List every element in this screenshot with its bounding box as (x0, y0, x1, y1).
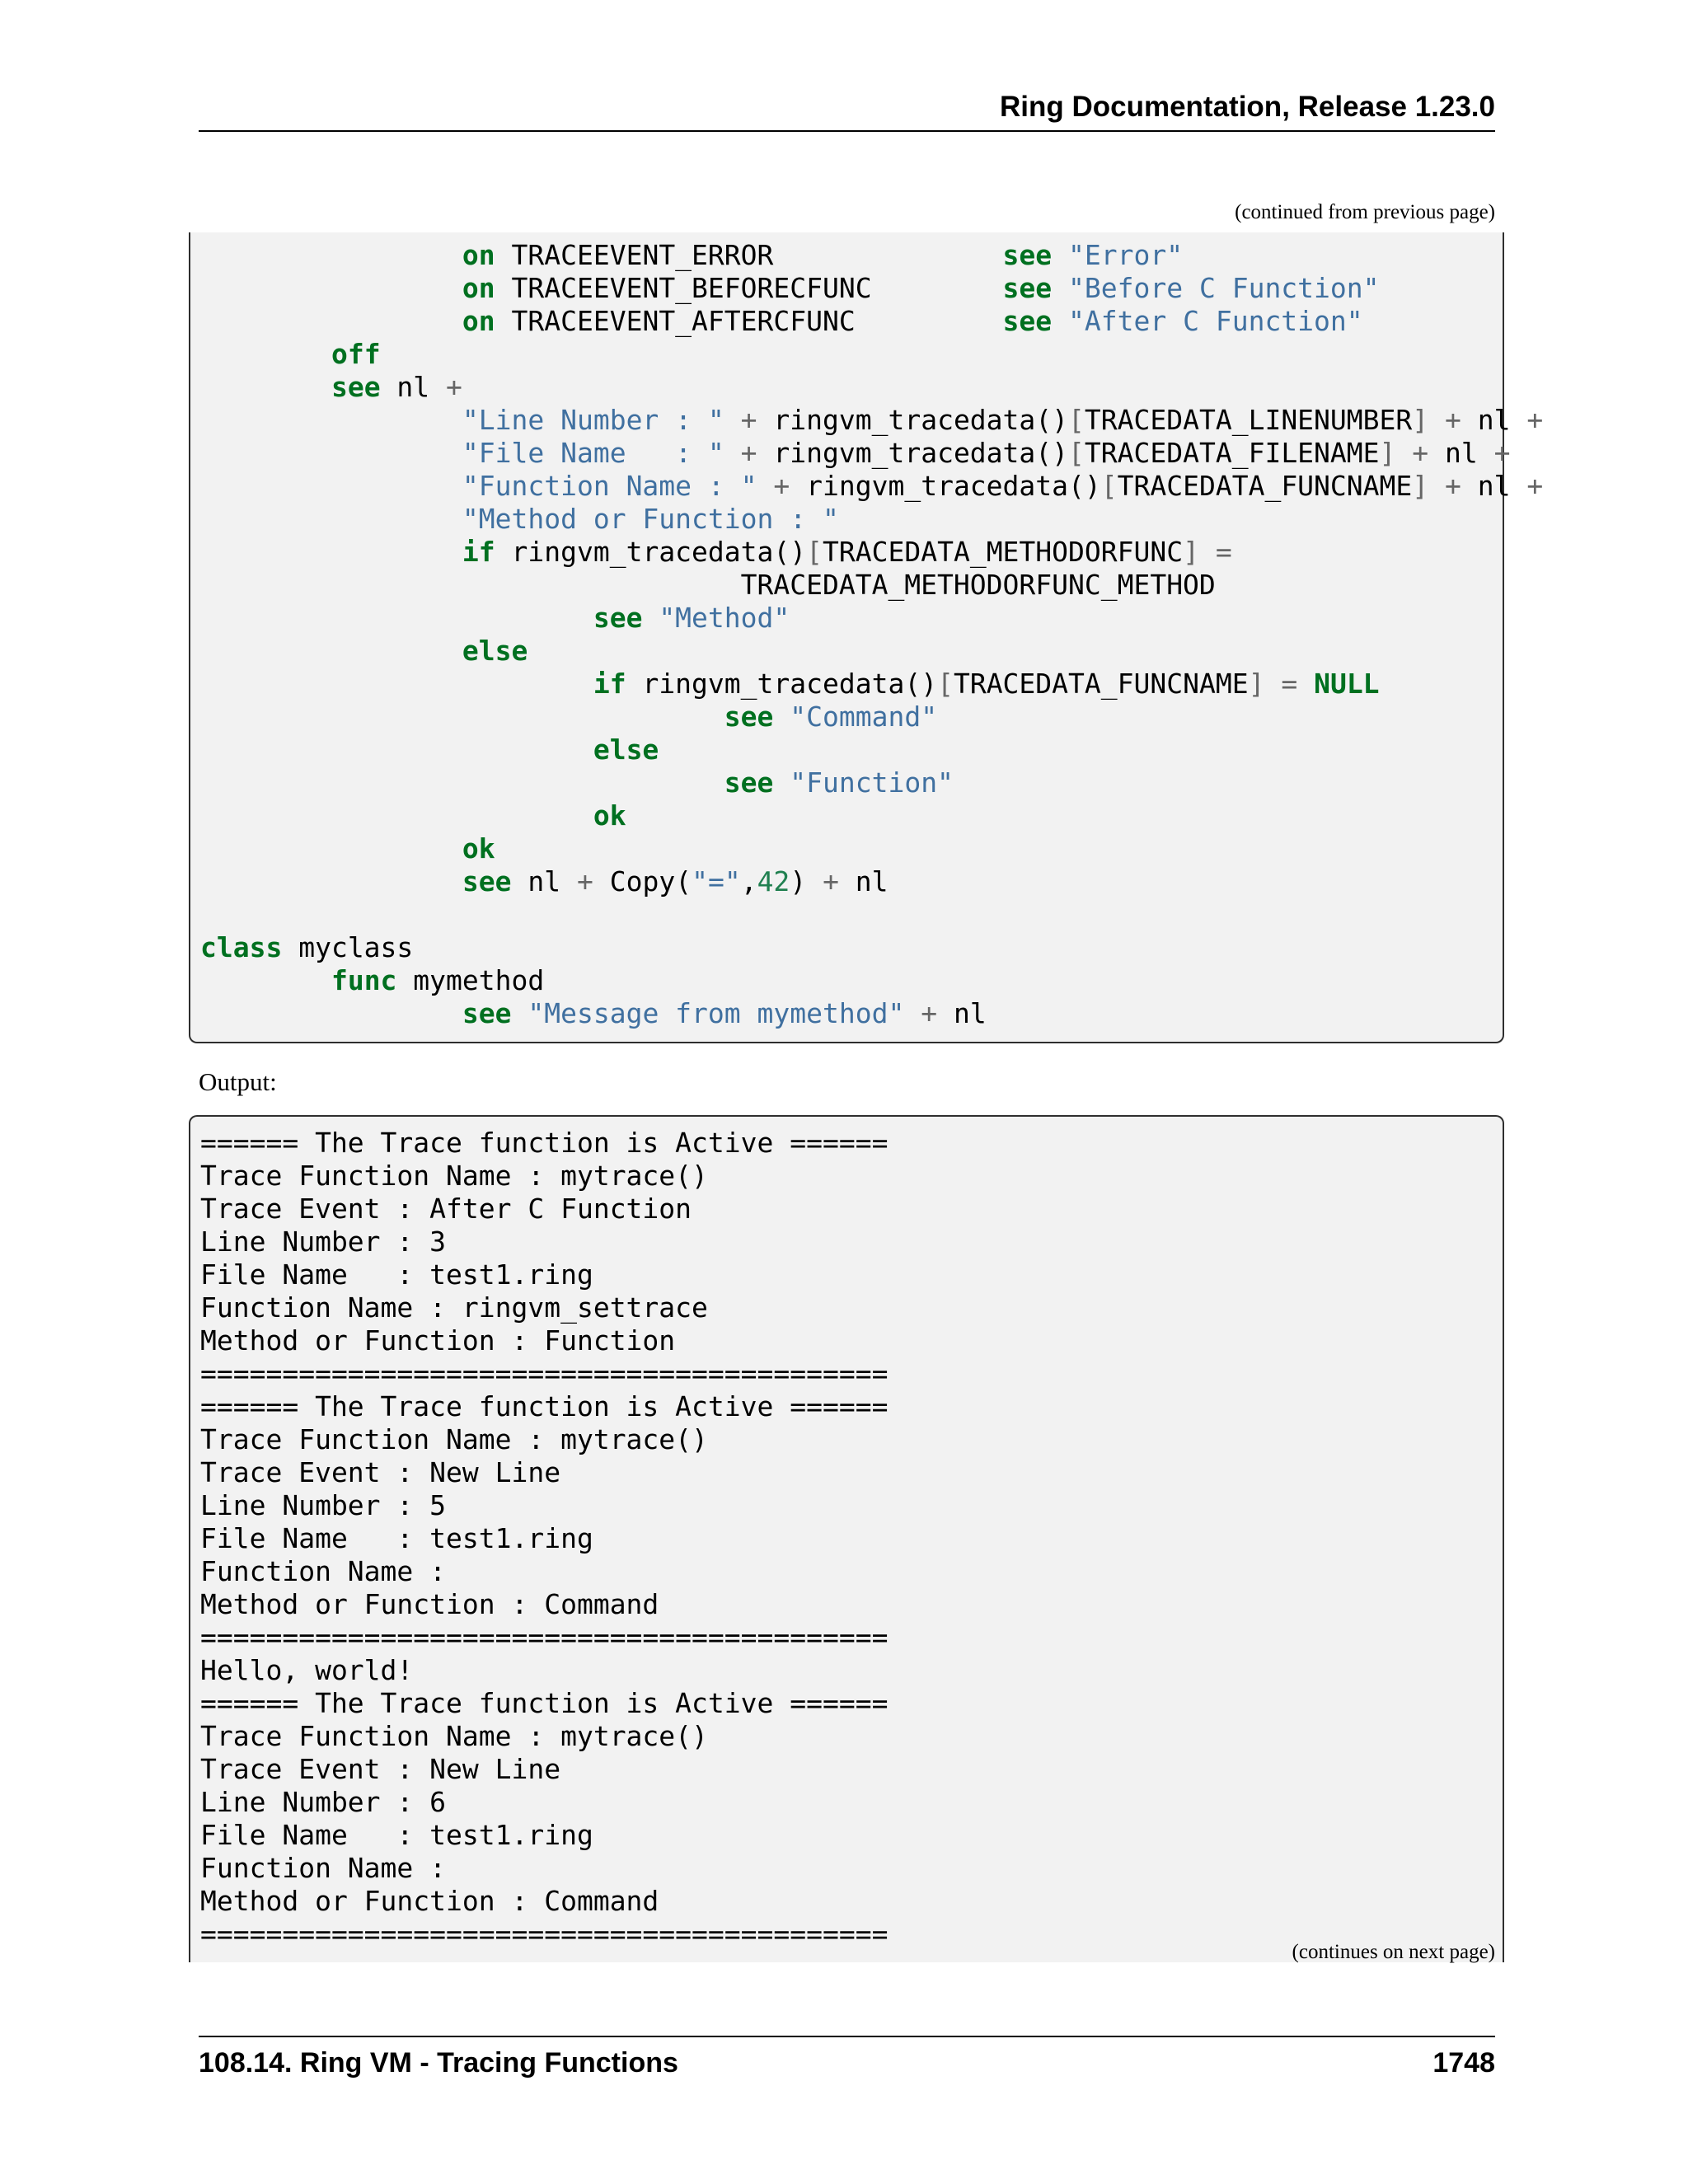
code-line (200, 997, 1494, 1030)
code-token: nl (838, 865, 889, 898)
code-token (757, 470, 774, 502)
code-token (200, 272, 462, 304)
code-token (1052, 239, 1068, 271)
code-token: "Command" (790, 701, 938, 733)
code-token: [ (1100, 470, 1118, 502)
output-line: Function Name : (200, 1852, 447, 1884)
code-token: + (446, 371, 462, 403)
code-token: ] (1379, 437, 1396, 469)
output-line: ====== The Trace function is Active ====== (200, 1687, 889, 1719)
code-token: on (462, 272, 495, 304)
code-token: nl (937, 997, 987, 1029)
code-token: ] (1412, 470, 1429, 502)
code-token: nl (1428, 437, 1494, 469)
code-token (642, 602, 659, 634)
code-token: ringvm_tracedata() (495, 536, 807, 568)
code-token: see (1002, 239, 1053, 271)
code-line (200, 305, 1494, 338)
code-line (200, 503, 1494, 536)
code-line (200, 865, 1494, 898)
output-line: Method or Function : Function (200, 1324, 676, 1357)
code-token: mymethod (396, 964, 545, 996)
code-token: on (462, 239, 495, 271)
code-token: TRACEEVENT_BEFORECFUNC (495, 272, 1003, 304)
code-token (773, 766, 790, 799)
code-token: NULL (1314, 668, 1380, 700)
code-token (200, 503, 462, 535)
code-token: nl (380, 371, 447, 403)
code-token: 42 (757, 865, 790, 898)
code-token: "Method or Function : " (462, 503, 839, 535)
code-lines (200, 239, 1544, 1030)
code-token: "Error" (1068, 239, 1184, 271)
code-token: TRACEDATA_FUNCNAME (1117, 470, 1413, 502)
output-block (189, 1115, 1504, 1962)
code-line (200, 898, 1494, 931)
code-line (200, 371, 1494, 404)
document-title: Ring Documentation, Release 1.23.0 (999, 91, 1495, 123)
page-footer (199, 2036, 1495, 2083)
code-token (200, 668, 593, 700)
code-token: + (823, 865, 839, 898)
output-line: Trace Event : New Line (200, 1456, 561, 1488)
code-token (200, 733, 593, 766)
output-line: Hello, world! (200, 1654, 414, 1686)
code-token: nl (1461, 404, 1527, 436)
code-line (200, 799, 1494, 832)
code-token (1428, 470, 1445, 502)
output-lines (200, 1127, 1494, 1951)
output-line: ========================================== (200, 1357, 889, 1390)
code-token: TRACEDATA_FILENAME (1084, 437, 1380, 469)
code-token: "File Name : " (462, 437, 724, 469)
code-token: "=" (692, 865, 741, 898)
output-line: Line Number : 3 (200, 1226, 447, 1258)
code-token: "Function" (790, 766, 954, 799)
code-token: see (724, 701, 774, 733)
code-token: ] (1248, 668, 1265, 700)
code-token: off (331, 338, 381, 370)
code-token: ok (593, 799, 626, 832)
code-token: + (1493, 437, 1511, 469)
code-token (200, 437, 462, 469)
output-line: Trace Function Name : mytrace() (200, 1720, 708, 1752)
code-token (200, 997, 462, 1029)
code-block (189, 232, 1544, 1043)
code-token: see (331, 371, 381, 403)
code-token (200, 305, 462, 337)
code-token: = (1215, 536, 1232, 568)
code-token: ringvm_tracedata() (757, 437, 1069, 469)
code-token (200, 470, 462, 502)
code-line (200, 437, 1511, 470)
code-token (724, 437, 741, 469)
code-line (200, 338, 1494, 371)
code-token: + (1412, 437, 1429, 469)
code-token: see (462, 865, 512, 898)
code-line (200, 635, 1494, 668)
code-token: "Line Number : " (462, 404, 724, 436)
code-token (1052, 305, 1068, 337)
code-token: Copy( (593, 865, 692, 898)
code-token (200, 832, 462, 865)
output-line: Line Number : 6 (200, 1786, 447, 1818)
code-token: + (1526, 470, 1544, 502)
output-line: ====== The Trace function is Active ====== (200, 1127, 889, 1159)
code-token (200, 239, 462, 271)
code-token (1428, 404, 1445, 436)
code-token (200, 338, 331, 370)
code-token (200, 635, 462, 667)
code-token: ringvm_tracedata() (790, 470, 1101, 502)
code-token: ] (1183, 536, 1199, 568)
code-token (904, 997, 921, 1029)
code-token: , (740, 865, 757, 898)
code-line (200, 832, 1494, 865)
code-token: "After C Function" (1068, 305, 1363, 337)
code-token: if (593, 668, 626, 700)
output-line: Function Name : ringvm_settrace (200, 1291, 708, 1324)
code-token: + (740, 437, 757, 469)
code-token: class (200, 931, 283, 963)
code-token: TRACEDATA_LINENUMBER (1084, 404, 1413, 436)
code-line (200, 239, 1494, 272)
output-line: Trace Event : After C Function (200, 1193, 692, 1225)
code-token (724, 404, 741, 436)
output-line: Line Number : 5 (200, 1489, 447, 1521)
continues-on-note: (continues on next page) (1292, 1941, 1495, 1963)
code-token (200, 865, 462, 898)
output-line: Function Name : (200, 1555, 447, 1587)
code-token: + (1445, 470, 1461, 502)
code-token: [ (806, 536, 823, 568)
output-line: Trace Function Name : mytrace() (200, 1160, 708, 1192)
code-token: ) (790, 865, 823, 898)
code-token: [ (1068, 404, 1085, 436)
code-token: ok (462, 832, 495, 865)
code-token: "Before C Function" (1068, 272, 1380, 304)
code-line (200, 272, 1494, 305)
code-token: TRACEEVENT_ERROR (495, 239, 1003, 271)
code-token: func (331, 964, 397, 996)
code-token: = (1281, 668, 1298, 700)
code-token (200, 766, 724, 799)
code-line (200, 964, 1494, 997)
code-token (773, 701, 790, 733)
output-label: Output: (199, 1067, 277, 1096)
code-token: TRACEDATA_METHODORFUNC_METHOD (200, 569, 1216, 601)
code-token: see (462, 997, 512, 1029)
code-token (200, 799, 593, 832)
output-line: ====== The Trace function is Active ====== (200, 1390, 889, 1422)
code-token (200, 701, 724, 733)
output-line: Method or Function : Command (200, 1885, 659, 1917)
code-token (1395, 437, 1412, 469)
code-token: ringvm_tracedata() (757, 404, 1069, 436)
code-token: see (593, 602, 643, 634)
page-header (199, 89, 1495, 132)
code-token: + (773, 470, 790, 502)
code-token (512, 997, 528, 1029)
code-token: + (1445, 404, 1461, 436)
code-token: if (462, 536, 495, 568)
code-token: else (462, 635, 528, 667)
code-token: ] (1412, 404, 1429, 436)
code-line (200, 536, 1494, 569)
code-token (200, 536, 462, 568)
code-token: else (593, 733, 659, 766)
code-token (200, 404, 462, 436)
code-token: + (1526, 404, 1544, 436)
code-line (200, 766, 1494, 799)
code-token: "Message from mymethod" (528, 997, 905, 1029)
code-line (200, 701, 1494, 733)
code-line (200, 602, 1494, 635)
code-token: + (740, 404, 757, 436)
code-line (200, 931, 1494, 964)
code-token: nl (1461, 470, 1527, 502)
code-token: myclass (282, 931, 414, 963)
code-token (200, 371, 331, 403)
code-token: [ (1068, 437, 1085, 469)
code-token: nl (511, 865, 577, 898)
code-token (1052, 272, 1068, 304)
code-line (200, 733, 1494, 766)
code-token: see (1002, 305, 1053, 337)
code-token (1297, 668, 1314, 700)
code-token: see (724, 766, 774, 799)
output-line: ========================================== (200, 1621, 889, 1653)
output-line: File Name : test1.ring (200, 1819, 593, 1851)
code-token: [ (937, 668, 954, 700)
code-token (1199, 536, 1216, 568)
code-token: "Method" (659, 602, 790, 634)
code-token: TRACEEVENT_AFTERCFUNC (495, 305, 1003, 337)
output-line: ========================================== (200, 1918, 889, 1950)
output-line: Trace Function Name : mytrace() (200, 1423, 708, 1455)
output-line: File Name : test1.ring (200, 1522, 593, 1554)
output-line: File Name : test1.ring (200, 1258, 593, 1291)
section-title: 108.14. Ring VM - Tracing Functions (199, 2047, 678, 2079)
code-token: "Function Name : " (462, 470, 757, 502)
code-line (200, 470, 1544, 503)
code-token: TRACEDATA_METHODORFUNC (823, 536, 1184, 568)
code-token: ringvm_tracedata() (626, 668, 938, 700)
code-token (1264, 668, 1281, 700)
code-line (200, 668, 1494, 701)
code-line (200, 569, 1494, 602)
code-token (200, 602, 593, 634)
code-token: on (462, 305, 495, 337)
code-token (200, 964, 331, 996)
code-token: see (1002, 272, 1053, 304)
continued-from-note: (continued from previous page) (1235, 201, 1495, 223)
output-line: Method or Function : Command (200, 1588, 659, 1620)
page-number: 1748 (1432, 2047, 1495, 2079)
code-token: + (576, 865, 593, 898)
code-token: TRACEDATA_FUNCNAME (953, 668, 1249, 700)
code-line (200, 404, 1544, 437)
code-token: + (921, 997, 938, 1029)
output-line: Trace Event : New Line (200, 1753, 561, 1785)
